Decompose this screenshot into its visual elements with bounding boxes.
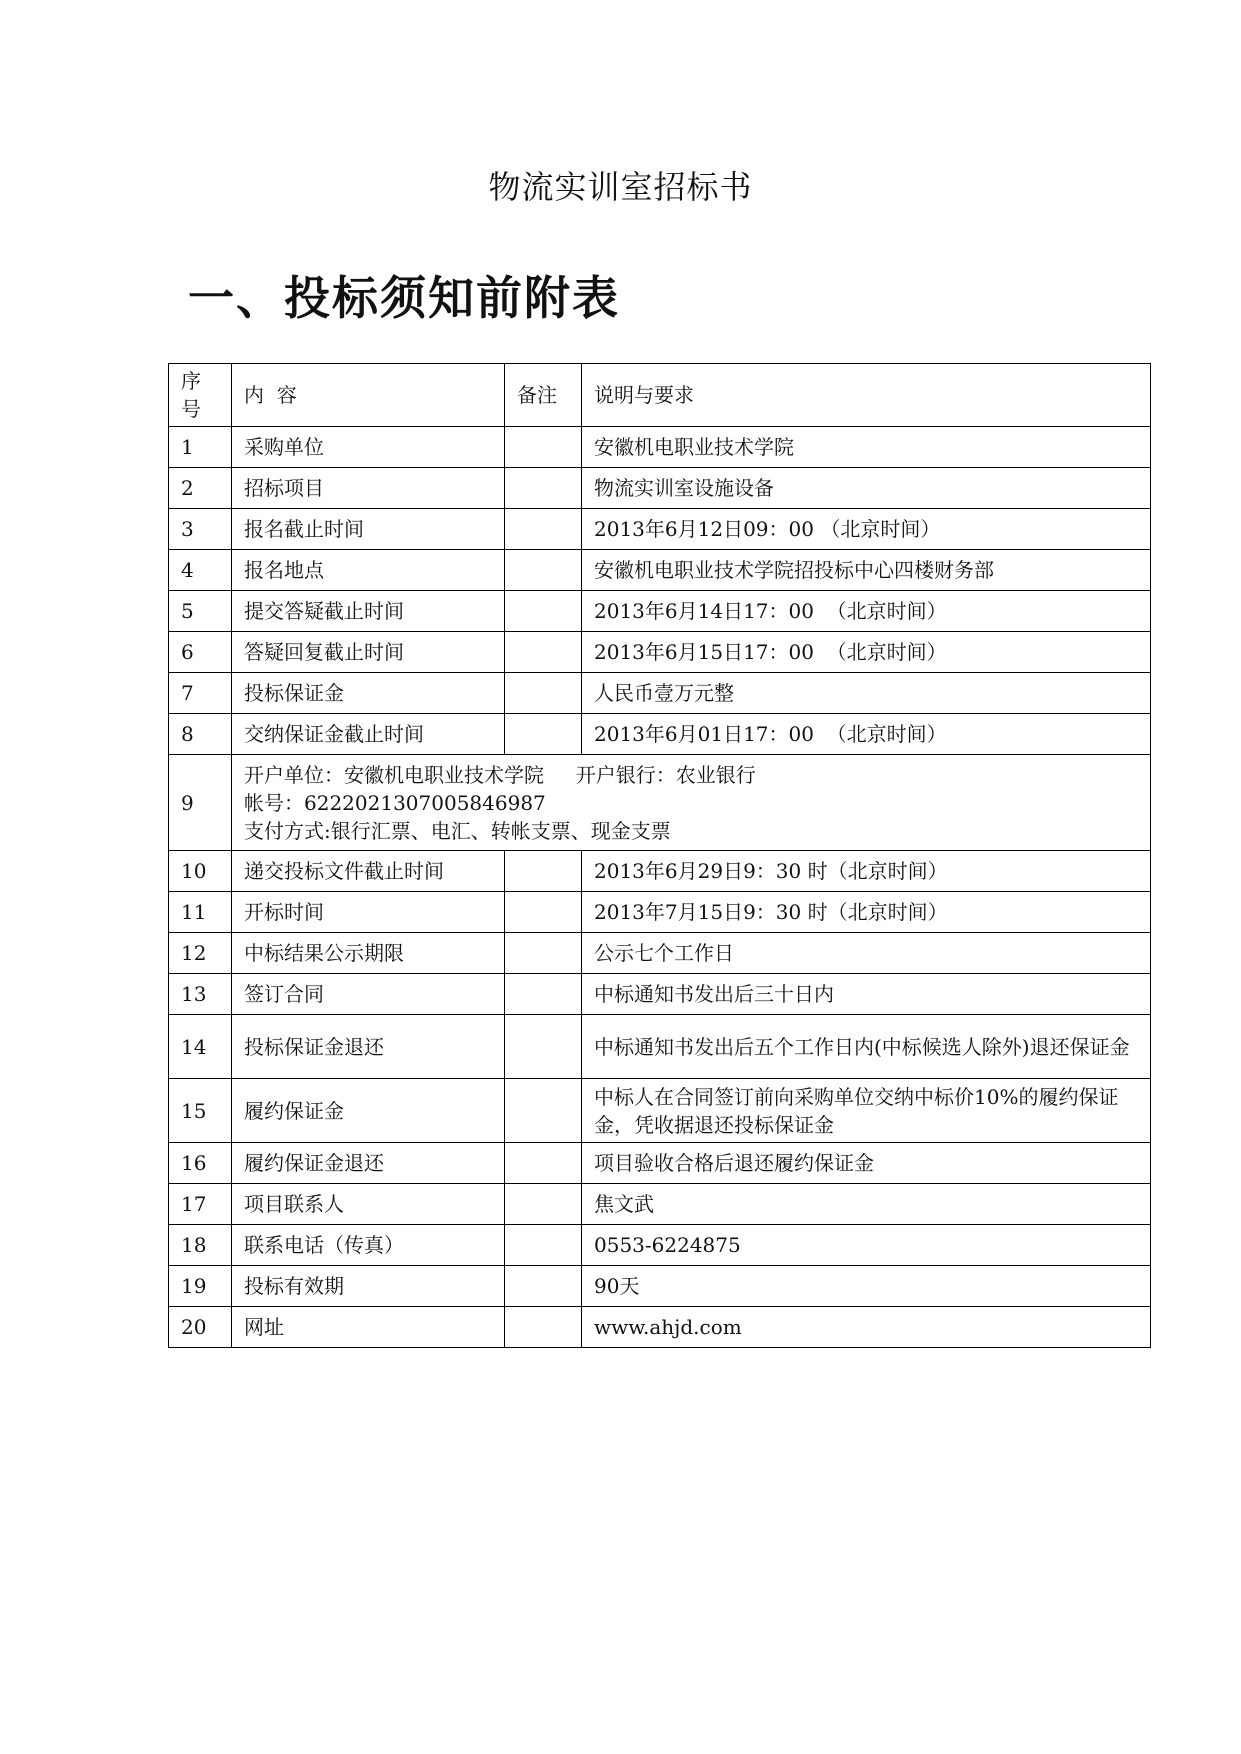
row-item: 投标保证金退还 bbox=[232, 1015, 505, 1079]
row-remark bbox=[505, 974, 582, 1015]
row-remark bbox=[505, 427, 582, 468]
table-row bbox=[169, 550, 1151, 591]
row-desc: 安徽机电职业技术学院招投标中心四楼财务部 bbox=[582, 550, 1151, 591]
row-no: 15 bbox=[169, 1079, 232, 1143]
row-item: 项目联系人 bbox=[232, 1184, 505, 1225]
table-row bbox=[169, 933, 1151, 974]
row-desc: 2013年6月01日17：00 （北京时间） bbox=[582, 714, 1151, 755]
row-desc: 中标人在合同签订前向采购单位交纳中标价10%的履约保证金，凭收据退还投标保证金 bbox=[582, 1079, 1151, 1143]
row-remark bbox=[505, 1266, 582, 1307]
account-line-3: 支付方式:银行汇票、电汇、转帐支票、现金支票 bbox=[244, 818, 671, 843]
row-no: 12 bbox=[169, 933, 232, 974]
row-no: 11 bbox=[169, 892, 232, 933]
table-row bbox=[169, 1225, 1151, 1266]
row-item: 招标项目 bbox=[232, 468, 505, 509]
row-no: 9 bbox=[169, 755, 232, 851]
row-item: 网址 bbox=[232, 1307, 505, 1348]
table-row bbox=[169, 1143, 1151, 1184]
row-no: 16 bbox=[169, 1143, 232, 1184]
bid-notice-table bbox=[168, 363, 1151, 1348]
row-no: 8 bbox=[169, 714, 232, 755]
account-line-1: 开户单位：安徽机电职业技术学院 开户银行：农业银行 bbox=[244, 762, 756, 787]
row-remark bbox=[505, 632, 582, 673]
table-row-account bbox=[169, 755, 1151, 851]
row-remark bbox=[505, 851, 582, 892]
row-item: 中标结果公示期限 bbox=[232, 933, 505, 974]
row-item: 签订合同 bbox=[232, 974, 505, 1015]
table-row bbox=[169, 673, 1151, 714]
row-no: 20 bbox=[169, 1307, 232, 1348]
table-header-row bbox=[169, 364, 1151, 427]
row-item: 联系电话（传真） bbox=[232, 1225, 505, 1266]
row-item: 答疑回复截止时间 bbox=[232, 632, 505, 673]
header-seq-line2: 号 bbox=[181, 397, 201, 421]
row-remark bbox=[505, 892, 582, 933]
table-row bbox=[169, 468, 1151, 509]
document-title: 物流实训室招标书 bbox=[488, 168, 753, 206]
table-row bbox=[169, 1307, 1151, 1348]
table-row bbox=[169, 427, 1151, 468]
table-row bbox=[169, 509, 1151, 550]
row-remark bbox=[505, 673, 582, 714]
row-no: 1 bbox=[169, 427, 232, 468]
row-item: 报名截止时间 bbox=[232, 509, 505, 550]
table-row bbox=[169, 851, 1151, 892]
row-desc: 2013年6月29日9：30 时（北京时间） bbox=[582, 851, 1151, 892]
row-desc: 公示七个工作日 bbox=[582, 933, 1151, 974]
row-no: 17 bbox=[169, 1184, 232, 1225]
table-row bbox=[169, 974, 1151, 1015]
row-item: 提交答疑截止时间 bbox=[232, 591, 505, 632]
row-no: 3 bbox=[169, 509, 232, 550]
row-remark bbox=[505, 714, 582, 755]
row-no: 10 bbox=[169, 851, 232, 892]
table-row bbox=[169, 1079, 1151, 1143]
row-item: 开标时间 bbox=[232, 892, 505, 933]
row-item: 履约保证金退还 bbox=[232, 1143, 505, 1184]
row-desc: 人民币壹万元整 bbox=[582, 673, 1151, 714]
header-description: 说明与要求 bbox=[582, 364, 1151, 427]
row-remark bbox=[505, 1015, 582, 1079]
row-item: 报名地点 bbox=[232, 550, 505, 591]
row-remark bbox=[505, 1079, 582, 1143]
account-info-cell bbox=[232, 755, 1151, 851]
row-item: 投标保证金 bbox=[232, 673, 505, 714]
row-no: 14 bbox=[169, 1015, 232, 1079]
row-remark bbox=[505, 1184, 582, 1225]
row-remark bbox=[505, 933, 582, 974]
header-seq bbox=[169, 364, 232, 427]
row-no: 7 bbox=[169, 673, 232, 714]
row-remark bbox=[505, 1143, 582, 1184]
row-remark bbox=[505, 591, 582, 632]
row-remark bbox=[505, 1307, 582, 1348]
row-desc: 物流实训室设施设备 bbox=[582, 468, 1151, 509]
row-desc: 中标通知书发出后五个工作日内(中标候选人除外)退还保证金 bbox=[582, 1015, 1151, 1079]
row-remark bbox=[505, 509, 582, 550]
table-row bbox=[169, 1015, 1151, 1079]
row-desc: 2013年6月14日17：00 （北京时间） bbox=[582, 591, 1151, 632]
row-no: 19 bbox=[169, 1266, 232, 1307]
row-remark bbox=[505, 550, 582, 591]
row-no: 18 bbox=[169, 1225, 232, 1266]
row-item: 采购单位 bbox=[232, 427, 505, 468]
row-desc: 中标通知书发出后三十日内 bbox=[582, 974, 1151, 1015]
row-remark bbox=[505, 468, 582, 509]
row-desc: www.ahjd.com bbox=[582, 1307, 1151, 1348]
row-desc: 焦文武 bbox=[582, 1184, 1151, 1225]
table-row bbox=[169, 892, 1151, 933]
row-no: 5 bbox=[169, 591, 232, 632]
row-no: 4 bbox=[169, 550, 232, 591]
header-seq-line1: 序 bbox=[181, 369, 201, 393]
row-desc: 2013年6月12日09：00 （北京时间） bbox=[582, 509, 1151, 550]
row-desc: 2013年7月15日9：30 时（北京时间） bbox=[582, 892, 1151, 933]
row-desc: 0553-6224875 bbox=[582, 1225, 1151, 1266]
table-row bbox=[169, 1266, 1151, 1307]
table-row bbox=[169, 591, 1151, 632]
row-no: 6 bbox=[169, 632, 232, 673]
row-no: 2 bbox=[169, 468, 232, 509]
account-line-2: 帐号：6222021307005846987 bbox=[244, 790, 546, 815]
row-item: 履约保证金 bbox=[232, 1079, 505, 1143]
row-desc: 安徽机电职业技术学院 bbox=[582, 427, 1151, 468]
table-row bbox=[169, 1184, 1151, 1225]
row-remark bbox=[505, 1225, 582, 1266]
row-desc: 项目验收合格后退还履约保证金 bbox=[582, 1143, 1151, 1184]
header-remark: 备注 bbox=[505, 364, 582, 427]
row-desc: 90天 bbox=[582, 1266, 1151, 1307]
table-row bbox=[169, 632, 1151, 673]
table-row bbox=[169, 714, 1151, 755]
header-content: 内 容 bbox=[232, 364, 505, 427]
row-item: 交纳保证金截止时间 bbox=[232, 714, 505, 755]
section-heading: 一、投标须知前附表 bbox=[188, 271, 620, 325]
row-desc: 2013年6月15日17：00 （北京时间） bbox=[582, 632, 1151, 673]
row-no: 13 bbox=[169, 974, 232, 1015]
row-item: 递交投标文件截止时间 bbox=[232, 851, 505, 892]
row-item: 投标有效期 bbox=[232, 1266, 505, 1307]
